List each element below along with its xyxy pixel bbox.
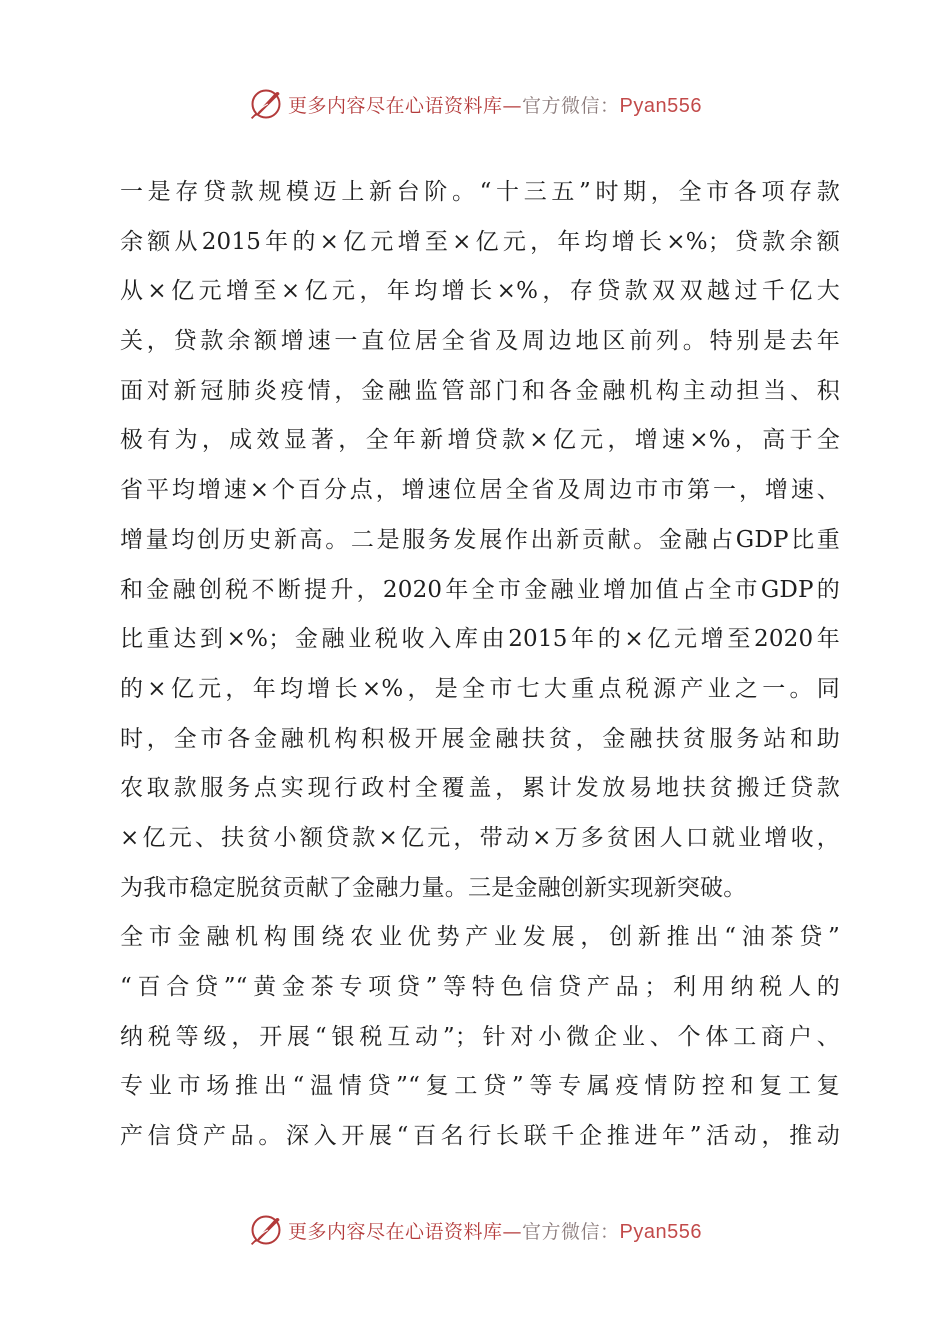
- body-line: 为我市稳定脱贫贡献了金融力量。三是金融创新实现新突破。: [120, 874, 747, 901]
- body-line: 比重达到×%；金融业税收入库由2015年的×亿元增至2020年: [120, 626, 840, 653]
- body-line: 时，全市各金融机构积极开展金融扶贫，金融扶贫服务站和助: [120, 725, 840, 752]
- body-line: 专业市场推出“温情贷”“复工贷”等专属疫情防控和复工复: [120, 1073, 840, 1100]
- body-line: 余额从2015年的×亿元增至×亿元，年均增长×%；贷款余额: [120, 228, 840, 255]
- footer-banner-text: [288, 1217, 702, 1244]
- body-line: 极有为，成效显著，全年新增贷款×亿元，增速×%，高于全: [120, 427, 840, 454]
- header-banner-inner: [248, 86, 702, 122]
- header-banner: [0, 84, 950, 124]
- footer-wechat-id: Pyan556: [619, 1220, 702, 1243]
- body-line: 和金融创税不断提升，2020年全市金融业增加值占全市GDP的: [120, 576, 840, 603]
- body-line: ×亿元、扶贫小额贷款×亿元，带动×万多贫困人口就业增收，: [120, 824, 840, 851]
- header-wechat-id: Pyan556: [619, 94, 702, 117]
- quill-logo-icon: [248, 1212, 284, 1248]
- quill-logo-icon: [248, 86, 284, 122]
- body-line: 省平均增速×个百分点，增速位居全省及周边市市第一，增速、: [120, 477, 840, 504]
- header-wechat-label: 官方微信：: [522, 94, 620, 117]
- body-line: 关，贷款余额增速一直位居全省及周边地区前列。特别是去年: [120, 328, 840, 355]
- footer-dash: —: [502, 1220, 523, 1243]
- body-line: 的×亿元，年均增长×%，是全市七大重点税源产业之一。同: [120, 675, 840, 702]
- header-site-name: 更多内容尽在心语资料库: [288, 94, 503, 117]
- body-line: 一是存贷款规模迈上新台阶。“十三五”时期，全市各项存款: [120, 179, 840, 205]
- footer-site-name: 更多内容尽在心语资料库: [288, 1220, 503, 1243]
- body-line: 从×亿元增至×亿元，年均增长×%，存贷款双双越过千亿大: [120, 278, 840, 305]
- document-body: [120, 168, 840, 1162]
- body-line: 产信贷产品。深入开展“百名行长联千企推进年”活动，推动: [120, 1123, 840, 1150]
- body-line: 纳税等级，开展“银税互动”；针对小微企业、个体工商户、: [120, 1023, 840, 1050]
- footer-wechat-label: 官方微信：: [522, 1220, 620, 1243]
- body-line: 增量均创历史新高。二是服务发展作出新贡献。金融占GDP比重: [120, 526, 840, 553]
- body-line: 全市金融机构围绕农业优势产业发展，创新推出“油茶贷”: [120, 924, 840, 951]
- footer-banner: [0, 1210, 950, 1250]
- body-line: 面对新冠肺炎疫情，金融监管部门和各金融机构主动担当、积: [120, 377, 840, 404]
- body-line: 农取款服务点实现行政村全覆盖，累计发放易地扶贫搬迁贷款: [120, 775, 840, 802]
- header-banner-text: [288, 91, 702, 118]
- header-dash: —: [502, 94, 523, 117]
- footer-banner-inner: [248, 1212, 702, 1248]
- body-line: “百合贷”“黄金茶专项贷”等特色信贷产品；利用纳税人的: [120, 974, 840, 1000]
